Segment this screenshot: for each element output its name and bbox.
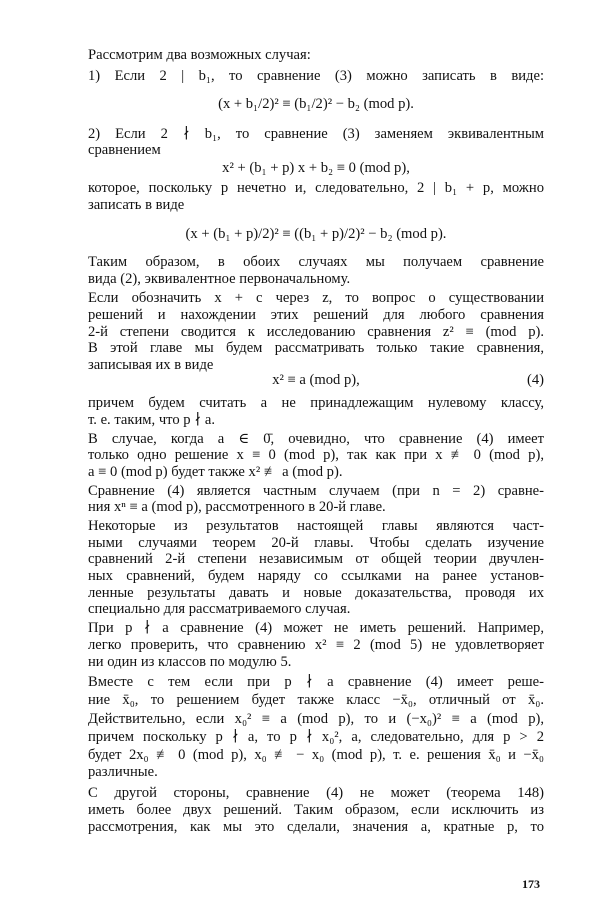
text-line: решений и нахождении этих решений для любого сравнения	[88, 307, 544, 323]
text-line: В этой главе мы будем рассматривать только такие сравнения,	[88, 340, 544, 356]
text-line: причем поскольку p ∤ a, то p ∤ x₀², а, следовательно, для p > 2	[88, 729, 544, 745]
formula: x² + (b₁ + p) x + b₂ ≡ 0 (mod p),	[222, 160, 410, 176]
text-line: ния xⁿ ≡ a (mod p), рассмотренного в 20-й главе.	[88, 499, 386, 515]
text-line: Таким образом, в обоих случаях мы получаем сравнение	[88, 254, 544, 270]
text-line: рассмотрения, как мы это сделали, значения a, кратные p, то	[88, 819, 544, 835]
text-line: ни один из классов по модулю 5.	[88, 654, 292, 670]
text-line: При p ∤ a сравнение (4) может не иметь решений. Например,	[88, 620, 544, 636]
text-line: иметь более двух решений. Таким образом, если исключить из	[88, 802, 544, 818]
text-line: 2) Если 2 ∤ b₁, то сравнение (3) заменяем эквивалентным	[88, 126, 544, 142]
text-line: ными случаями теорем 20-й главы. Чтобы сделать изучение	[88, 535, 544, 551]
text-line: Сравнение (4) является частным случаем (при n = 2) сравне-	[88, 483, 544, 499]
text-line: a ≡ 0 (mod p) будет также x² ≢ a (mod p).	[88, 464, 343, 480]
equation-number: (4)	[526, 372, 544, 388]
text-line: легко проверить, что сравнению x² ≡ 2 (mod 5) не удовлетворяет	[88, 637, 544, 653]
text-line: Действительно, если x₀² ≡ a (mod p), то и (−x₀)² ≡ a (mod p),	[88, 711, 544, 727]
text-line: специально для рассматриваемого случая.	[88, 601, 351, 617]
text-line: Вместе с тем если при p ∤ a сравнение (4) имеет реше-	[88, 674, 544, 690]
formula: x² ≡ a (mod p),	[272, 372, 360, 388]
text-line: вида (2), эквивалентное первоначальному.	[88, 271, 351, 287]
text-line: сравнением	[88, 142, 161, 158]
text-line: ние x̄₀, то решением будет также класс −x̄₀, отличный от x̄₀.	[88, 692, 544, 708]
text-line: С другой стороны, сравнение (4) не может (теорема 148)	[88, 785, 544, 801]
text-line: сравнений 2-й степени независимым от общей теории двучлен-	[88, 551, 544, 567]
text-line: ленные результаты давать и новые доказательства, проводя их	[88, 585, 544, 601]
text-line: только одно решение x ≡ 0 (mod p), так как при x ≢ 0 (mod p),	[88, 447, 544, 463]
text-line: записывая их в виде	[88, 357, 214, 373]
formula: (x + b₁/2)² ≡ (b₁/2)² − b₂ (mod p).	[218, 96, 414, 112]
text-line: Рассмотрим два возможных случая:	[88, 47, 311, 63]
text-line: 1) Если 2 | b₁, то сравнение (3) можно записать в виде:	[88, 68, 544, 84]
text-line: 2-й степени сводится к исследованию сравнения z² ≡ (mod p).	[88, 324, 544, 340]
text-line: ных сравнений, будем наряду со ссылками на ранее установ-	[88, 568, 544, 584]
text-line: т. е. таким, что p ∤ a.	[88, 412, 215, 428]
text-line: различные.	[88, 764, 158, 780]
text-line: которое, поскольку p нечетно и, следовательно, 2 | b₁ + p, можно	[88, 180, 544, 196]
text-line: записать в виде	[88, 197, 185, 213]
text-line: Если обозначить x + c через z, то вопрос о существовании	[88, 290, 544, 306]
text-line: Некоторые из результатов настоящей главы являются част-	[88, 518, 544, 534]
text-line: будет 2x₀ ≢ 0 (mod p), x₀ ≢ − x₀ (mod p), т. е. решения x̄₀ и −x̄₀	[88, 747, 544, 763]
page-number: 173	[522, 877, 540, 891]
text-line: причем будем считать a не принадлежащим нулевому классу,	[88, 395, 544, 411]
formula: (x + (b₁ + p)/2)² ≡ ((b₁ + p)/2)² − b₂ (mod p).	[185, 226, 447, 242]
text-line: В случае, когда a ∈ 0̄, очевидно, что сравнение (4) имеет	[88, 431, 544, 447]
formula-row	[88, 372, 544, 388]
